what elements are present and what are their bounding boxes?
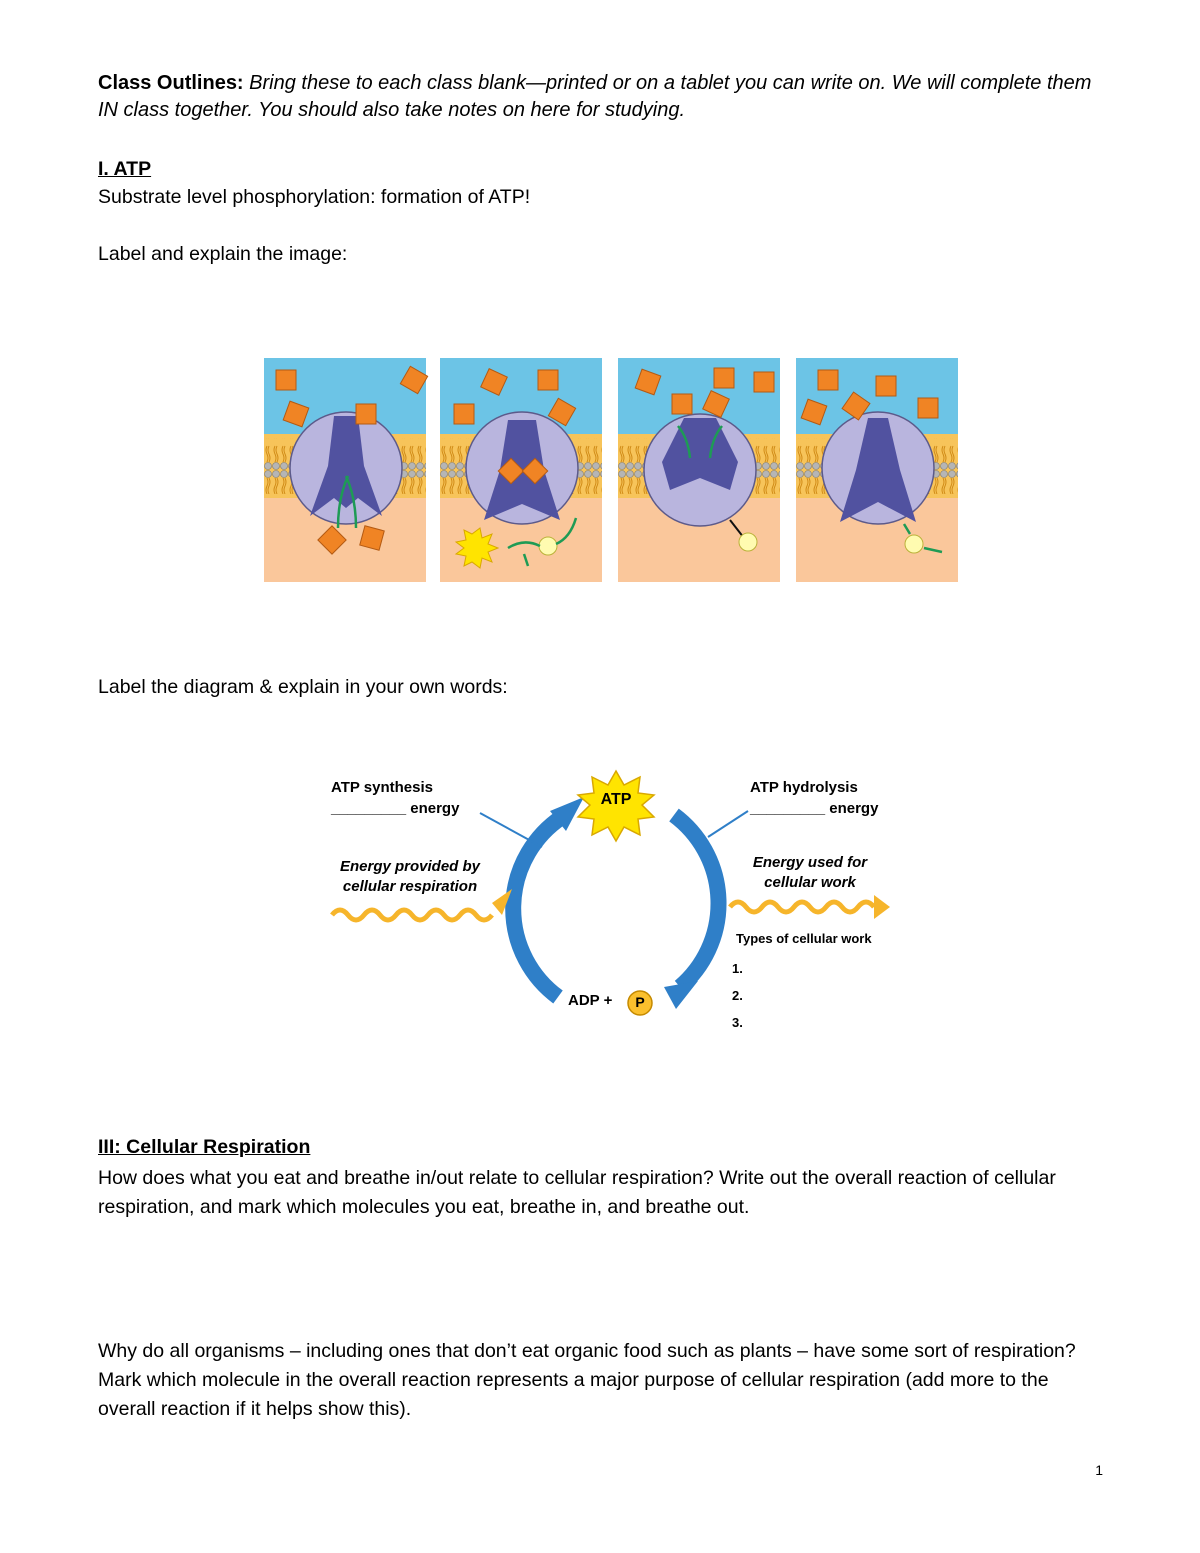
section-heading-respiration: III: Cellular Respiration [98,1136,311,1158]
atp-cycle-diagram [328,765,908,1030]
energy-out-wave-icon [730,902,874,912]
energy-out-line-1: Energy used for [752,854,868,871]
page-number: 1 [1095,1462,1103,1478]
transport-panel-2 [440,358,602,582]
synthesis-blank: _________ energy [331,800,460,817]
synthesis-title: ATP synthesis [331,779,433,796]
section-heading-atp: I. ATP [98,158,152,180]
prompt-label-image: Label and explain the image: [98,243,348,265]
work-item: 2. [732,988,743,1003]
work-types-title: Types of cellular work [736,931,872,946]
transport-protein-figure [262,358,962,584]
intro-instructions: Bring these to each class blank—printed or on a tablet you can write on. We will complete them IN class together. You should also take notes on here for studying. [98,72,1092,121]
adp-label: ADP + [568,992,613,1009]
work-item: 1. [732,961,743,976]
transport-panel-4 [796,358,958,582]
energy-in-label [330,857,490,897]
energy-in-line-1: Energy provided by [339,858,481,875]
work-item: 3. [732,1015,743,1030]
energy-in-wave-icon [332,910,492,920]
intro-paragraph [98,70,1108,124]
atp-subtitle: Substrate level phosphorylation: formation of ATP! [98,186,531,208]
phosphate-label: P [635,994,645,1010]
atp-label: ATP [600,791,632,808]
energy-out-line-2: cellular work [764,874,856,891]
work-types-list [732,955,743,1036]
respiration-question-2: Why do all organisms – including ones that don’t eat organic food such as plants – have some sort of respiration? Mark which molecule in the overall reaction represents a major purpose of cellular respiration (add more to the overall reaction if it helps show this). [98,1340,1076,1420]
respiration-question-1: How does what you eat and breathe in/out relate to cellular respiration? Write out the overall reaction of cellular respiration, and mark which molecules you eat, breathe in, and breathe out. [98,1167,1056,1218]
hydrolysis-title: ATP hydrolysis [750,779,858,796]
transport-panel-1 [264,358,428,582]
energy-out-label [740,853,880,893]
transport-panel-3 [618,358,780,582]
energy-in-line-2: cellular respiration [342,878,478,895]
intro-label: Class Outlines: [98,72,244,94]
prompt-label-diagram: Label the diagram & explain in your own words: [98,676,508,698]
hydrolysis-blank: _________ energy [750,800,879,817]
